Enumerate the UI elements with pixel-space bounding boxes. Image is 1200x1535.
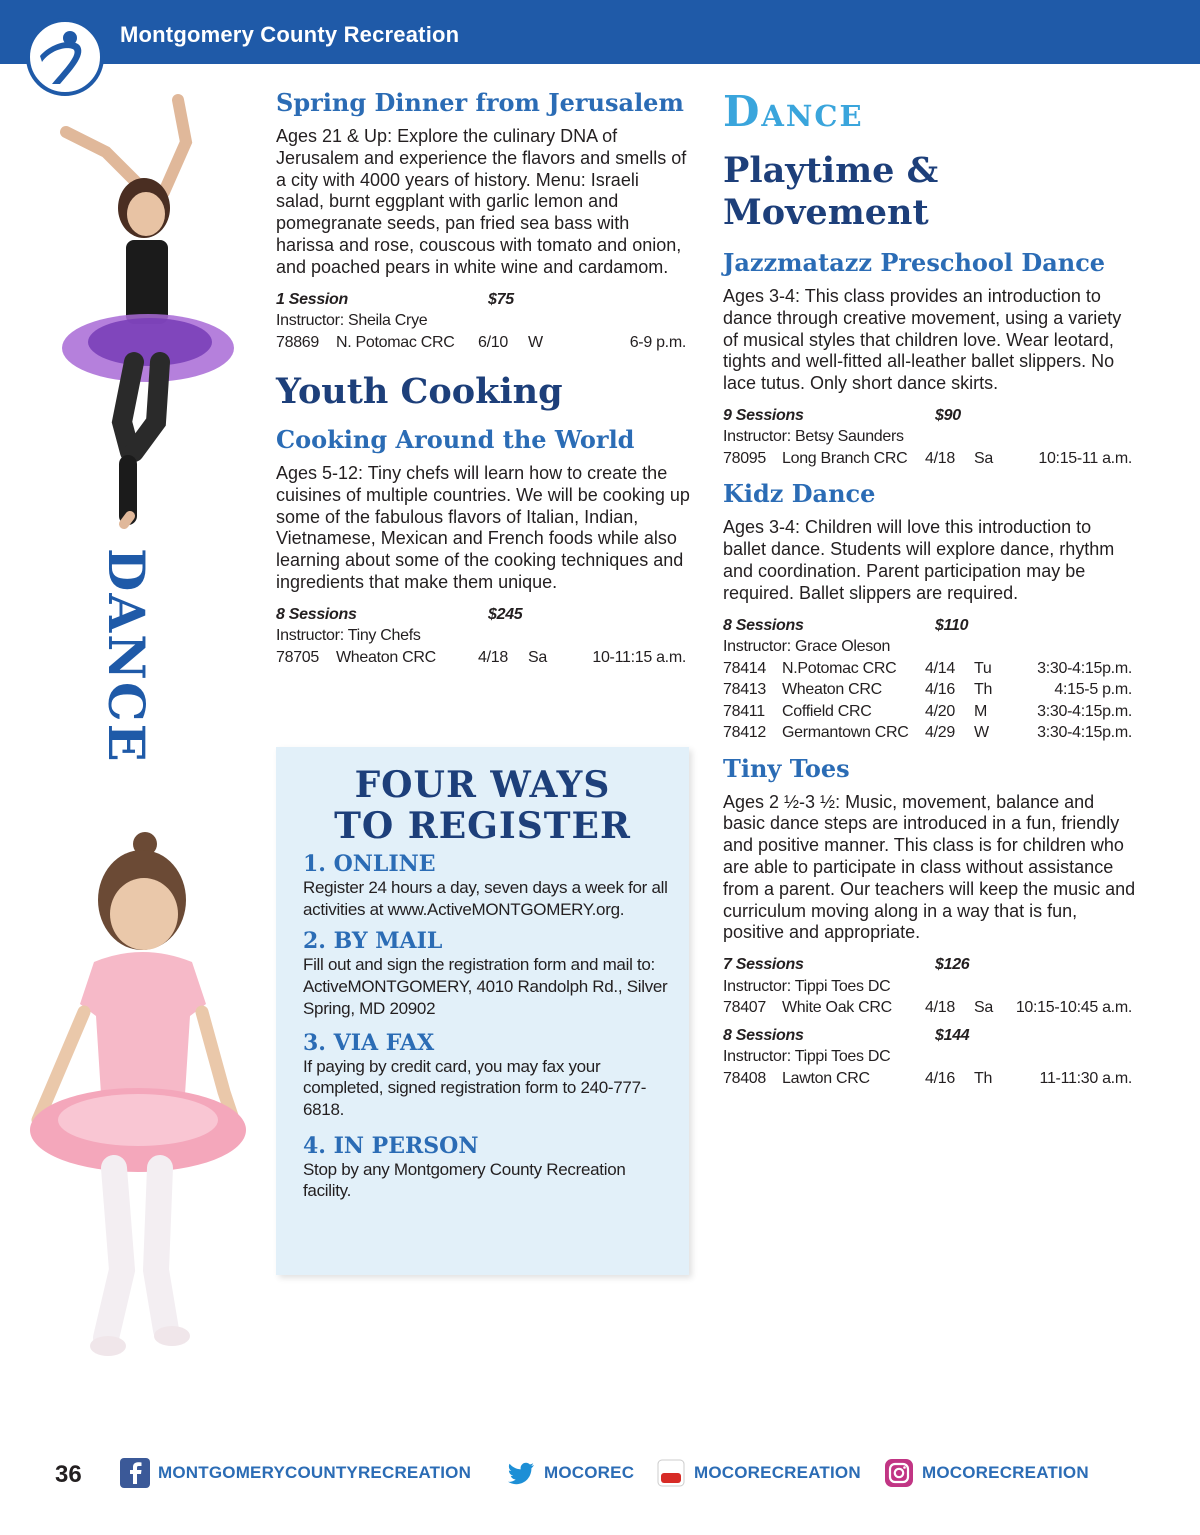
dance-section-heading: Dance bbox=[723, 87, 864, 136]
facebook-link[interactable] bbox=[120, 1458, 471, 1488]
class-location: Wheaton CRC bbox=[336, 648, 436, 666]
side-section-text: DANCE bbox=[97, 548, 156, 764]
class-time: 3:30-4:15p.m. bbox=[1037, 702, 1132, 720]
class-row bbox=[723, 997, 1138, 1019]
instagram-link[interactable] bbox=[884, 1458, 1089, 1488]
class-row bbox=[723, 701, 1138, 723]
facebook-icon bbox=[120, 1458, 150, 1488]
twitter-handle: MOCOREC bbox=[544, 1463, 635, 1482]
register-title-line1: FOUR WAYS bbox=[354, 764, 611, 806]
playtime-movement-heading: Playtime & Movement bbox=[723, 150, 939, 233]
jazzmatazz-meta bbox=[723, 405, 1138, 470]
register-title-line2: TO REGISTER bbox=[334, 805, 631, 847]
class-code: 78407 bbox=[723, 999, 766, 1017]
class-location: Wheaton CRC bbox=[782, 681, 882, 699]
class-code: 78408 bbox=[723, 1069, 766, 1087]
class-time: 6-9 p.m. bbox=[629, 333, 686, 351]
class-time: 10:15-10:45 a.m. bbox=[1015, 999, 1132, 1017]
jazzmatazz-title: Jazzmatazz Preschool Dance bbox=[723, 248, 1106, 277]
class-location: Lawton CRC bbox=[782, 1069, 870, 1087]
class-date: 4/18 bbox=[478, 648, 508, 666]
class-row bbox=[723, 658, 1138, 680]
class-row bbox=[723, 448, 1138, 470]
class-code: 78869 bbox=[276, 333, 319, 351]
price-label: $245 bbox=[488, 605, 523, 623]
price-label: $75 bbox=[488, 290, 514, 308]
instructor-label: Instructor: Tiny Chefs bbox=[276, 627, 421, 645]
register-box-title bbox=[276, 765, 689, 847]
step-text: Stop by any Montgomery County Recreation facility. bbox=[303, 1159, 626, 1201]
youtube-handle: MOCORECREATION bbox=[694, 1463, 861, 1482]
step-heading: 4. IN PERSON bbox=[303, 1132, 479, 1159]
step-text: Fill out and sign the registration form and mail to: ActiveMONTGOMERY, 4010 Randolph Rd., Silver Spring, MD 20902 bbox=[303, 955, 668, 1018]
class-date: 4/18 bbox=[925, 449, 955, 467]
class-location: White Oak CRC bbox=[782, 999, 892, 1017]
class-day: Sa bbox=[974, 999, 993, 1017]
instructor-label: Instructor: Sheila Crye bbox=[276, 312, 428, 330]
dancer-tutu-illustration bbox=[38, 92, 238, 532]
class-date: 4/14 bbox=[925, 659, 955, 677]
kidz-dance-title: Kidz Dance bbox=[723, 479, 876, 509]
class-row bbox=[723, 679, 1138, 701]
class-code: 78705 bbox=[276, 648, 319, 666]
instructor-label: Instructor: Tippi Toes DC bbox=[723, 977, 891, 995]
class-day: Tu bbox=[974, 659, 992, 677]
class-date: 4/16 bbox=[925, 681, 955, 699]
class-time: 10:15-11 a.m. bbox=[1038, 449, 1132, 467]
class-day: Sa bbox=[974, 449, 993, 467]
facebook-handle: MONTGOMERYCOUNTYRECREATION bbox=[158, 1463, 472, 1482]
class-location: Coffield CRC bbox=[782, 702, 872, 720]
instagram-icon bbox=[884, 1458, 914, 1488]
instructor-label: Instructor: Betsy Saunders bbox=[723, 428, 904, 446]
kidz-dance-meta bbox=[723, 615, 1138, 744]
class-code: 78413 bbox=[723, 681, 766, 699]
class-location: Germantown CRC bbox=[782, 724, 909, 742]
register-step-fax bbox=[303, 1030, 673, 1121]
sessions-label: 8 Sessions bbox=[276, 605, 357, 623]
header-title: Montgomery County Recreation bbox=[120, 22, 460, 47]
step-heading: 2. BY MAIL bbox=[303, 928, 443, 955]
class-code: 78411 bbox=[723, 702, 765, 720]
class-time: 3:30-4:15p.m. bbox=[1037, 659, 1132, 677]
instructor-label: Instructor: Tippi Toes DC bbox=[723, 1048, 891, 1066]
class-code: 78095 bbox=[723, 449, 766, 467]
twitter-icon bbox=[506, 1458, 536, 1488]
class-day: M bbox=[974, 702, 988, 720]
class-day: Th bbox=[974, 681, 993, 699]
tiny-toes-description: Ages 2 ½-3 ½: Music, movement, balance and basic dance steps are introduced in a fun, friendly and positive manner. This class is for children who are able to participate in class without assistance from a parent. Our teachers will keep the music and curriculum moving along in a way that is fun, positive and appropriate. bbox=[723, 791, 1136, 943]
four-ways-to-register-box bbox=[276, 747, 689, 1275]
sessions-label: 9 Sessions bbox=[723, 406, 804, 424]
youtube-link[interactable] bbox=[656, 1458, 861, 1488]
instagram-handle: MOCORECREATION bbox=[922, 1463, 1089, 1482]
spring-dinner-description: Ages 21 & Up: Explore the culinary DNA of Jerusalem and experience the flavors and smells of a city with 4000 years of history. Menu: Israeli salad, burnt eggplant with garlic lemon and pomegranate seeds, pan fried sea bass with harissa and rose, couscous with tomato and onion, and poached pears in white wine and cardamom. bbox=[276, 126, 687, 277]
class-date: 4/18 bbox=[925, 999, 955, 1017]
sessions-label: 8 Sessions bbox=[723, 616, 804, 634]
class-date: 4/20 bbox=[925, 702, 955, 720]
class-location: Long Branch CRC bbox=[782, 449, 908, 467]
side-section-label bbox=[97, 548, 164, 768]
price-label: $144 bbox=[935, 1026, 970, 1044]
class-location: N.Potomac CRC bbox=[782, 659, 897, 677]
price-label: $90 bbox=[935, 406, 961, 424]
page-number: 36 bbox=[55, 1461, 82, 1488]
sessions-label: 1 Session bbox=[276, 290, 349, 308]
register-step-in-person bbox=[303, 1133, 673, 1202]
step-heading: 1. ONLINE bbox=[303, 851, 436, 877]
header-band bbox=[0, 0, 1200, 64]
class-code: 78414 bbox=[723, 659, 766, 677]
step-heading: 3. VIA FAX bbox=[303, 1029, 435, 1056]
tiny-toes-meta-8 bbox=[723, 1025, 1138, 1090]
class-time: 11-11:30 a.m. bbox=[1039, 1069, 1132, 1087]
class-day: Th bbox=[974, 1069, 993, 1087]
class-date: 4/29 bbox=[925, 724, 955, 742]
class-day: Sa bbox=[528, 648, 547, 666]
class-code: 78412 bbox=[723, 724, 766, 742]
sessions-label: 8 Sessions bbox=[723, 1026, 804, 1044]
class-time: 4:15-5 p.m. bbox=[1054, 681, 1132, 699]
youth-cooking-heading: Youth Cooking bbox=[276, 371, 563, 413]
cooking-around-world-title: Cooking Around the World bbox=[276, 425, 635, 455]
step-text: Register 24 hours a day, seven days a week for all activities at www.ActiveMONTGOMERY.org. bbox=[303, 878, 668, 919]
sessions-label: 7 Sessions bbox=[723, 956, 804, 974]
register-step-online bbox=[303, 851, 673, 920]
price-label: $110 bbox=[935, 616, 969, 634]
class-row bbox=[723, 1068, 1138, 1090]
page-footer bbox=[0, 1455, 1200, 1495]
price-label: $126 bbox=[935, 956, 970, 974]
class-day: W bbox=[528, 333, 543, 351]
step-text: If paying by credit card, you may fax your completed, signed registration form to 240-777-6818. bbox=[303, 1056, 647, 1119]
class-row bbox=[276, 332, 690, 354]
tiny-toes-meta-7 bbox=[723, 954, 1138, 1019]
spring-dinner-title: Spring Dinner from Jerusalem bbox=[276, 88, 684, 117]
register-step-mail bbox=[303, 928, 673, 1019]
class-date: 6/10 bbox=[478, 333, 508, 351]
class-date: 4/16 bbox=[925, 1069, 955, 1087]
kidz-dance-description: Ages 3-4: Children will love this introduction to ballet dance. Students will explore dance, rhythm and coordination. Parent participation may be required. Ballet slippers are required. bbox=[723, 517, 1115, 603]
instructor-label: Instructor: Grace Oleson bbox=[723, 638, 891, 656]
tiny-toes-title: Tiny Toes bbox=[723, 753, 850, 783]
spring-dinner-meta bbox=[276, 289, 690, 354]
class-row bbox=[723, 722, 1138, 744]
class-time: 3:30-4:15p.m. bbox=[1037, 724, 1132, 742]
class-row bbox=[276, 647, 690, 669]
montgomery-logo-icon bbox=[26, 18, 104, 96]
twitter-link[interactable] bbox=[506, 1458, 634, 1488]
left-column bbox=[276, 88, 690, 668]
class-location: N. Potomac CRC bbox=[336, 333, 455, 351]
class-day: W bbox=[974, 724, 989, 742]
cooking-meta bbox=[276, 604, 690, 669]
class-time: 10-11:15 a.m. bbox=[592, 648, 686, 666]
youtube-icon bbox=[656, 1458, 686, 1488]
jazzmatazz-description: Ages 3-4: This class provides an introduction to dance through creative movement, using a variety of musical styles that children love. Wear leotard, tights and well-fitted all-leather ballet slippers. No lace tutus. Only short dance skirts. bbox=[723, 286, 1122, 394]
ballet-girl-illustration bbox=[10, 830, 260, 1370]
cooking-description: Ages 5-12: Tiny chefs will learn how to create the cuisines of multiple countries. We will be cooking up some of the fabulous flavors of Italian, Indian, Vietnamese, Mexican and French foods while also learning about some of the cooking techniques and ingredients that make them unique. bbox=[276, 463, 690, 593]
right-column bbox=[723, 88, 1138, 1089]
register-steps bbox=[303, 851, 673, 1202]
